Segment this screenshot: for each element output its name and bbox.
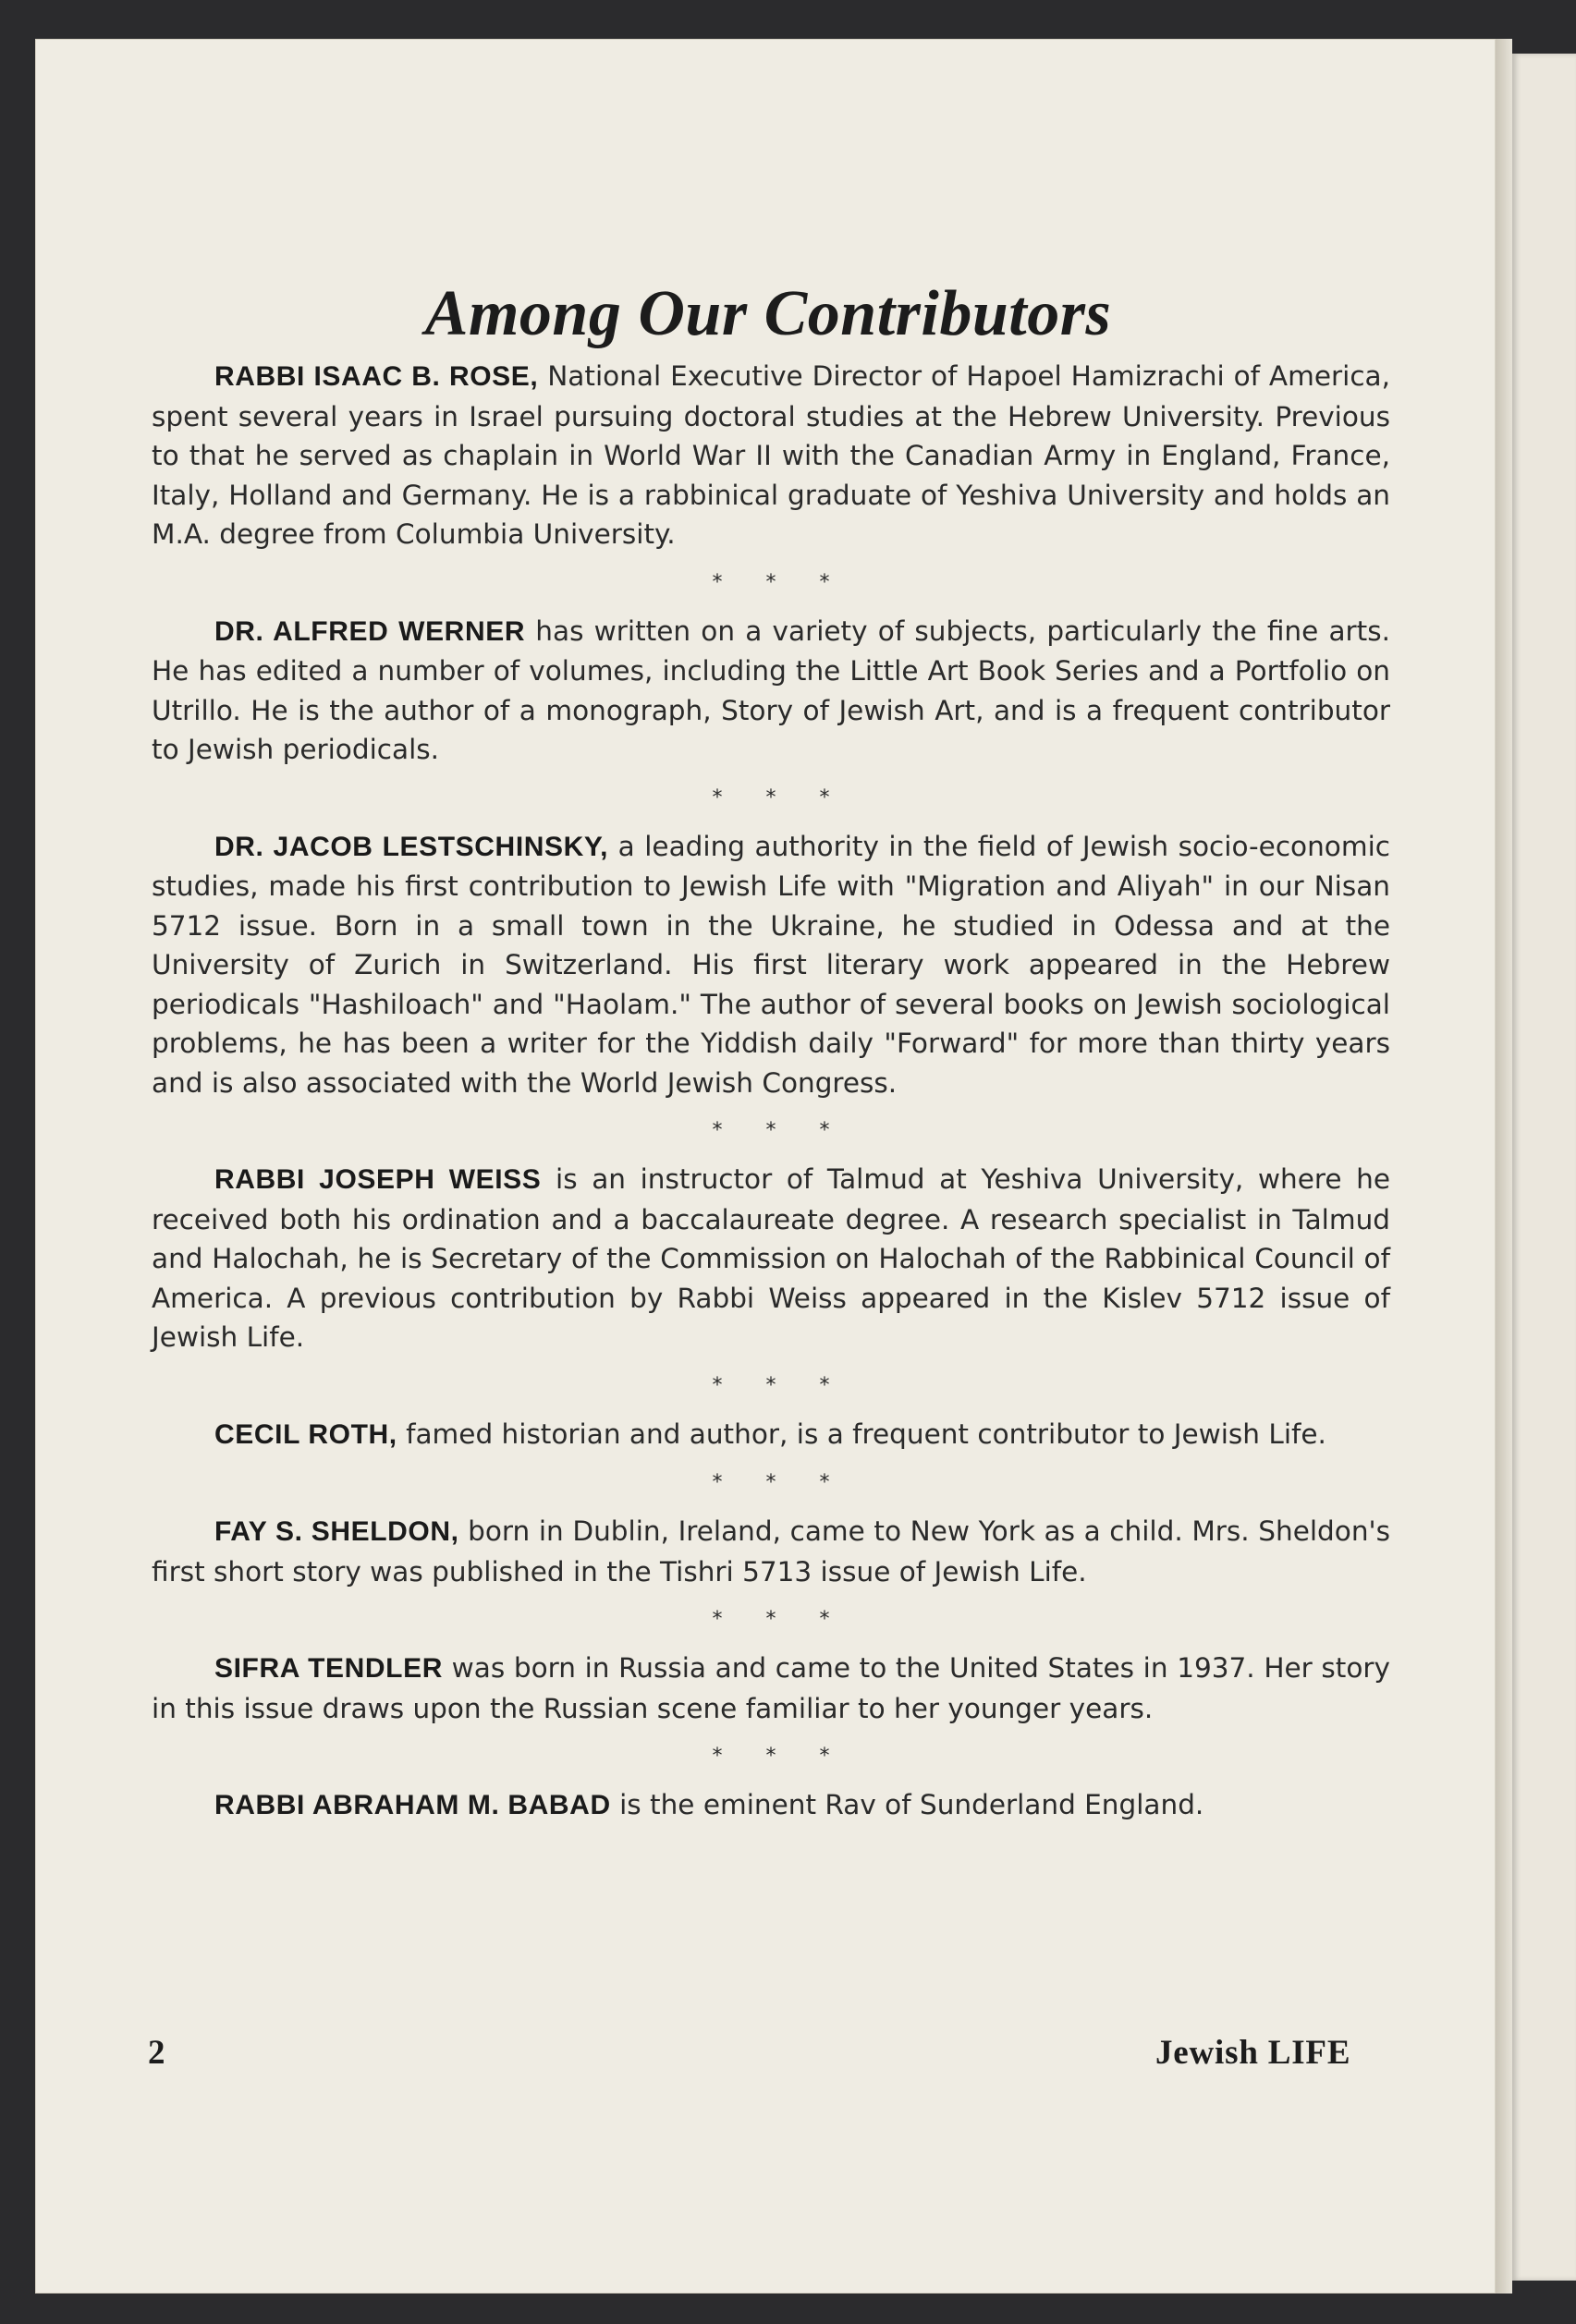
contributor-entry-lestschinsky	[152, 827, 1390, 1103]
asterisk-separator: * * *	[712, 785, 830, 809]
contributor-bio: has written on a variety of subjects, particularly the fine arts. He has edited a number of volumes, including the Little Art Book Series and a Portfolio on Utrillo. He is the author of a monograph, Story of Jewish Art, and is a frequent contributor to Jewish periodicals.	[152, 614, 1390, 765]
contributor-bio: is the eminent Rav of Sunderland England.	[610, 1789, 1204, 1820]
contributor-bio: born in Dublin, Ireland, came to New York as a child. Mrs. Sheldon's first short story was published in the Tishri 5713 issue of Jewish Life.	[152, 1515, 1390, 1588]
contributor-bio: National Executive Director of Hapoel Hamizrachi of America, spent several years in Israel pursuing doctoral studies at the Hebrew University. Previous to that he served as chaplain in World War II with the Canadian Army in England, France, Italy, Holland and Germany. He is a rabbinical graduate of Yeshiva University and holds an M.A. degree from Columbia University.	[152, 360, 1390, 550]
contributor-bio: was born in Russia and came to the United States in 1937. Her story in this issue draws upon the Russian scene familiar to her younger years.	[152, 1652, 1390, 1724]
asterisk-separator: * * *	[712, 1471, 830, 1494]
page-title: Among Our Contributors	[424, 278, 1112, 349]
contributor-name: DR. ALFRED WERNER	[214, 615, 526, 647]
asterisk-separator: * * *	[712, 1373, 830, 1397]
contributor-name: RABBI JOSEPH WEISS	[214, 1164, 542, 1195]
running-title: Jewish LIFE	[1155, 2034, 1351, 2072]
page-number: 2	[148, 2034, 165, 2072]
contributor-name: CECIL ROTH,	[214, 1418, 397, 1450]
page-gutter	[1496, 39, 1512, 2294]
contributor-entry-sheldon	[152, 1512, 1390, 1591]
contributor-entry-roth	[152, 1415, 1390, 1455]
asterisk-separator: * * *	[712, 1119, 830, 1142]
contributor-bio: is an instructor of Talmud at Yeshiva University, where he received both his ordination and a baccalaureate degree. A research specialist in Talmud and Halochah, he is Secretary of the Commission on Halochah of the Rabbinical Council of America. A previous contribution by Rabbi Weiss appeared in the Kislev 5712 issue of Jewish Life.	[152, 1163, 1391, 1353]
contributor-entry-weiss	[152, 1160, 1390, 1357]
contributor-entry-rose	[152, 357, 1390, 554]
asterisk-separator: * * *	[712, 570, 830, 594]
contributors-list	[152, 357, 1390, 1826]
contributor-name: RABBI ABRAHAM M. BABAD	[214, 1790, 611, 1820]
contributor-entry-tendler	[152, 1649, 1390, 1728]
contributor-name: SIFRA TENDLER	[214, 1653, 443, 1684]
contributor-entry-babad	[152, 1785, 1390, 1826]
contributor-entry-werner	[152, 612, 1390, 770]
contributor-name: FAY S. SHELDON,	[214, 1516, 459, 1547]
contributor-bio: famed historian and author, is a frequent contributor to Jewish Life.	[397, 1418, 1326, 1450]
contributor-name: DR. JACOB LESTSCHINSKY,	[214, 831, 609, 862]
asterisk-separator: * * *	[712, 1745, 830, 1768]
asterisk-separator: * * *	[712, 1608, 830, 1631]
contributor-bio: a leading authority in the field of Jewish socio-economic studies, made his first contribution to Jewish Life with "Migration and Aliyah" in our Nisan 5712 issue. Born in a small town in the Ukraine, he studied in Odessa and at the University of Zurich in Switzerland. His first literary work appeared in the Hebrew periodicals "Hashiloach" and "Haolam." The author of several books on Jewish sociological problems, he has been a writer for the Yiddish daily "Forward" for more than thirty years and is also associated with the World Jewish Congress.	[152, 830, 1390, 1099]
contributor-name: RABBI ISAAC B. ROSE,	[214, 361, 539, 392]
facing-page-edge	[1512, 54, 1576, 2281]
